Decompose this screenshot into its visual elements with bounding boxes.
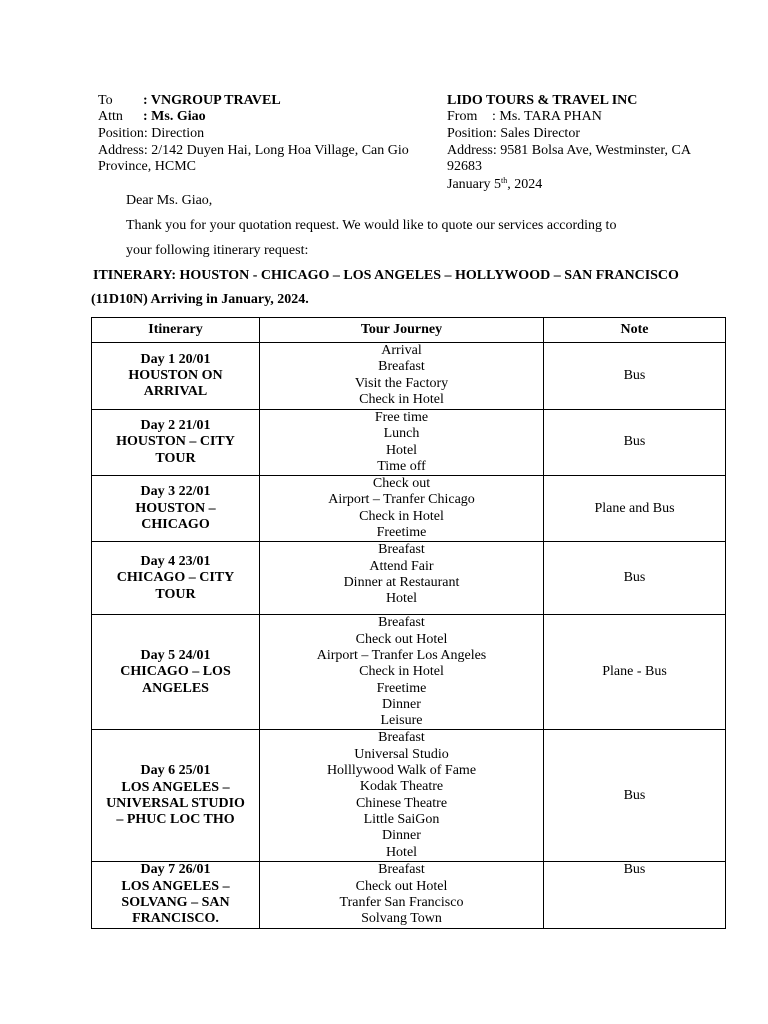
day-cell-line: Day 4 23/01 (140, 553, 211, 569)
journey-item: Kodak Theatre (359, 779, 444, 795)
itinerary-title-line2: (11D10N) Arriving in January, 2024. (91, 292, 309, 307)
journey-item: Check out Hotel (355, 878, 448, 894)
sender-position: Position: Sales Director (447, 126, 580, 141)
journey-item: Free time (374, 410, 429, 425)
journey-item: Tranfer San Francisco (339, 895, 464, 911)
day-cell (92, 343, 260, 410)
note-cell: Bus (544, 542, 726, 615)
day-cell-line: HOUSTON – (135, 500, 216, 516)
journey-item: Check out Hotel (355, 631, 448, 647)
journey-item: Freetime (376, 525, 427, 541)
header-note: Note (544, 318, 726, 343)
table-row (92, 615, 726, 730)
attn-label: Attn (98, 109, 123, 124)
day-cell-line: Day 1 20/01 (140, 351, 211, 367)
day-cell (92, 862, 260, 928)
journey-cell (260, 476, 544, 542)
note-cell: Plane - Bus (544, 615, 726, 730)
journey-item: Airport – Tranfer Los Angeles (316, 647, 487, 663)
journey-cell (260, 615, 544, 730)
journey-item: Breafast (378, 862, 425, 878)
attn-line (98, 109, 206, 125)
journey-item: Leisure (380, 713, 423, 729)
recipient-address-line1: Address: 2/142 Duyen Hai, Long Hoa Village, Can Gio (98, 143, 409, 158)
journey-item: Attend Fair (369, 558, 434, 574)
day-cell-line: UNIVERSAL STUDIO (106, 795, 245, 811)
journey-item: Breafast (378, 542, 425, 558)
day-cell-line: ARRIVAL (143, 384, 208, 400)
journey-cell (260, 542, 544, 615)
day-cell-line: TOUR (155, 450, 196, 466)
table-body (92, 343, 726, 929)
day-cell-line: TOUR (155, 586, 196, 602)
journey-item: Chinese Theatre (355, 795, 448, 811)
journey-item: Holllywood Walk of Fame (326, 763, 477, 779)
date-year: , 2024 (507, 177, 543, 192)
day-cell-line: Day 6 25/01 (140, 763, 211, 779)
table-row (92, 410, 726, 476)
day-cell-line: – PHUC LOC THO (116, 812, 235, 828)
journey-item: Hotel (385, 591, 418, 607)
day-cell-line: FRANCISCO. (132, 911, 219, 927)
day-cell (92, 476, 260, 542)
journey-cell (260, 410, 544, 476)
greeting: Dear Ms. Giao, (126, 193, 213, 208)
note-cell: Bus (544, 410, 726, 476)
header-itinerary: Itinerary (92, 318, 260, 343)
day-cell-line: CHICAGO – CITY (116, 570, 235, 586)
table-row (92, 730, 726, 862)
from-line (447, 109, 602, 125)
journey-item: Solvang Town (361, 911, 442, 927)
journey-item: Check in Hotel (359, 508, 444, 524)
header-tour-journey: Tour Journey (260, 318, 544, 343)
day-cell-line: Day 7 26/01 (140, 862, 211, 878)
to-line (98, 93, 281, 109)
journey-item: Dinner at Restaurant (343, 574, 460, 590)
date-day: January 5 (447, 177, 502, 192)
table-row (92, 542, 726, 615)
to-value: : VNGROUP TRAVEL (143, 93, 281, 108)
table-row (92, 862, 726, 928)
day-cell-line: HOUSTON – CITY (116, 434, 235, 450)
journey-item: Dinner (382, 828, 421, 844)
day-cell-line: Day 2 21/01 (140, 418, 211, 434)
day-cell-line: LOS ANGELES – (121, 779, 230, 795)
note-cell: Bus (544, 730, 726, 862)
journey-item: Hotel (385, 844, 418, 860)
journey-item: Little SaiGon (363, 811, 440, 827)
journey-item: Breafast (378, 359, 425, 375)
from-value: : Ms. TARA PHAN (492, 109, 602, 124)
sender-company: LIDO TOURS & TRAVEL INC (447, 93, 638, 108)
journey-item: Universal Studio (354, 746, 449, 762)
day-cell (92, 730, 260, 862)
day-cell-line: CHICAGO (141, 516, 210, 532)
from-label: From (447, 109, 478, 124)
table-row (92, 476, 726, 542)
journey-item: Check in Hotel (359, 664, 444, 680)
day-cell-line: CHICAGO – LOS (120, 664, 231, 680)
date-suffix: th (501, 176, 508, 185)
recipient-position: Position: Direction (98, 126, 205, 141)
note-cell: Bus (544, 862, 726, 928)
journey-item: Hotel (385, 442, 418, 458)
day-cell (92, 542, 260, 615)
sender-address-line2: 92683 (447, 159, 482, 174)
journey-cell (260, 862, 544, 928)
day-cell-line: LOS ANGELES – (121, 878, 230, 894)
day-cell-line: ANGELES (142, 680, 209, 696)
intro-paragraph-line2: your following itinerary request: (126, 243, 309, 258)
journey-item: Time off (377, 458, 426, 474)
itinerary-table (91, 317, 726, 929)
day-cell (92, 410, 260, 476)
journey-item: Lunch (383, 426, 420, 442)
journey-item: Check out (372, 476, 431, 492)
journey-item: Arrival (381, 343, 422, 358)
day-cell-line: Day 5 24/01 (140, 647, 211, 663)
itinerary-title-line1: ITINERARY: HOUSTON - CHICAGO – LOS ANGELES – HOLLYWOOD – SAN FRANCISCO (93, 268, 679, 283)
day-cell (92, 615, 260, 730)
day-cell-line: Day 3 22/01 (140, 484, 211, 500)
sender-address-line1: Address: 9581 Bolsa Ave, Westminster, CA (447, 143, 691, 158)
attn-value: : Ms. Giao (143, 109, 206, 124)
table-row (92, 343, 726, 410)
letter-date (447, 177, 542, 193)
recipient-address-line2: Province, HCMC (98, 159, 196, 174)
journey-item: Freetime (376, 680, 427, 696)
intro-paragraph-line1: Thank you for your quotation request. We would like to quote our services according to (126, 218, 617, 233)
journey-item: Visit the Factory (354, 375, 449, 391)
table-header-row (92, 318, 726, 343)
to-label: To (98, 93, 113, 108)
day-cell-line: SOLVANG – SAN (121, 895, 230, 911)
journey-item: Dinner (382, 696, 421, 712)
journey-cell (260, 343, 544, 410)
day-cell-line: HOUSTON ON (128, 367, 223, 383)
journey-item: Breafast (378, 730, 425, 746)
journey-item: Check in Hotel (359, 391, 444, 407)
journey-item: Breafast (378, 615, 425, 631)
journey-cell (260, 730, 544, 862)
note-cell: Plane and Bus (544, 476, 726, 542)
note-cell: Bus (544, 343, 726, 410)
journey-item: Airport – Tranfer Chicago (328, 492, 475, 508)
